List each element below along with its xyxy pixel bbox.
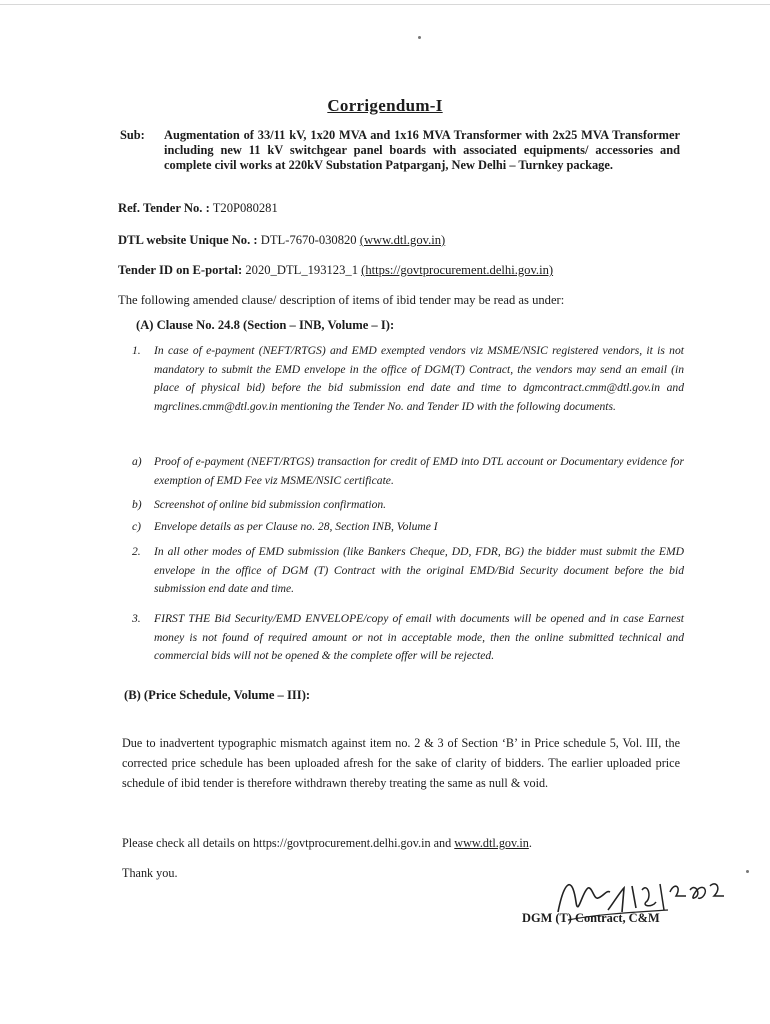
dtl-link[interactable]: www.dtl.gov.in <box>454 836 529 850</box>
ref-value: T20P080281 <box>212 201 278 215</box>
ref-tender-row <box>118 201 278 216</box>
item-marker: 2. <box>132 545 141 558</box>
section-b-paragraph: Due to inadvertent typographic mismatch against item no. 2 & 3 of Section ‘B’ in Price schedule 5, Vol. III, the corrected price schedule has been uploaded afresh for the sake of clarity of bidders. The earlier uploaded price schedule of ibid tender is therefore withdrawn thereby treating the same as null & void. <box>122 736 680 790</box>
check-suffix: . <box>528 836 532 850</box>
clause-item <box>132 610 684 666</box>
dtl-unique-label: DTL website Unique No. : <box>118 233 258 247</box>
document-title: Corrigendum-I <box>327 96 443 115</box>
subject-label: Sub: <box>120 128 145 142</box>
tender-id-row <box>118 263 553 278</box>
item-text: In all other modes of EMD submission (like Bankers Cheque, DD, FDR, BG) the bidder must submit the EMD envelope in the office of DGM (T) Contract with the original EMD/Bid Security document before the bid submission end date and time. <box>154 545 684 595</box>
eportal-link[interactable]: (https://govtprocurement.delhi.gov.in) <box>361 263 554 277</box>
section-b-heading: (B) (Price Schedule, Volume – III): <box>124 688 311 702</box>
tender-id-label: Tender ID on E-portal: <box>118 263 243 277</box>
check-prefix: Please check all details on https://govtprocurement.delhi.gov.in and <box>122 836 455 850</box>
item-marker: c) <box>132 520 142 533</box>
thank-you-text: Thank you. <box>122 866 178 880</box>
check-details-line <box>122 833 680 853</box>
clause-item <box>132 342 684 416</box>
scan-speck <box>746 870 749 873</box>
section-a-heading: (A) Clause No. 24.8 (Section – INB, Volume – I): <box>136 318 395 332</box>
item-marker: 3. <box>132 612 141 625</box>
item-marker: 1. <box>132 344 141 357</box>
clause-item <box>132 453 684 490</box>
item-text: Proof of e-payment (NEFT/RTGS) transaction for credit of EMD into DTL account or Documentary evidence for exemption of EMD Fee viz MSME/NSIC certificate. <box>154 455 684 487</box>
item-text: Envelope details as per Clause no. 28, Section INB, Volume I <box>154 520 438 533</box>
item-marker: b) <box>132 498 142 511</box>
dtl-unique-value: DTL-7670-030820 <box>260 233 357 247</box>
scan-speck <box>418 36 421 39</box>
subject-block <box>120 128 680 173</box>
tender-id-value: 2020_DTL_193123_1 <box>245 263 358 277</box>
clause-item <box>132 543 684 599</box>
item-text: FIRST THE Bid Security/EMD ENVELOPE/copy of email with documents will be opened and in case Earnest money is not found of required amount or not in acceptable mode, then the online submitted technical and commercial bids will not be opened & the complete offer will be rejected. <box>154 612 684 662</box>
item-marker: a) <box>132 455 142 468</box>
clause-item <box>132 518 684 537</box>
clause-item <box>132 496 684 515</box>
item-text: In case of e-payment (NEFT/RTGS) and EMD exempted vendors viz MSME/NSIC registered vendors, it is not mandatory to submit the EMD envelope in the office of DGM(T) Contract, the vendors may send an email (in place of physical bid) before the bid submission end date and time to dgmcontract.cmm@dtl.gov.in and mgrclines.cmm@dtl.gov.in mentioning the Tender No. and Tender ID with the following documents. <box>154 344 684 413</box>
scan-edge <box>0 4 770 5</box>
dtl-website-link[interactable]: (www.dtl.gov.in) <box>359 233 446 247</box>
intro-text: The following amended clause/ description of items of ibid tender may be read as under: <box>118 293 565 307</box>
item-text: Screenshot of online bid submission confirmation. <box>154 498 387 511</box>
dtl-unique-row <box>118 233 445 248</box>
signatory-designation: DGM (T) Contract, C&M <box>522 911 660 925</box>
ref-label: Ref. Tender No. : <box>118 201 210 215</box>
subject-text: Augmentation of 33/11 kV, 1x20 MVA and 1x16 MVA Transformer with 2x25 MVA Transformer including new 11 kV switchgear panel boards with associated equipments/ accessories and complete civil works at 220kV Substation Patparganj, New Delhi – Turnkey package. <box>164 128 680 172</box>
